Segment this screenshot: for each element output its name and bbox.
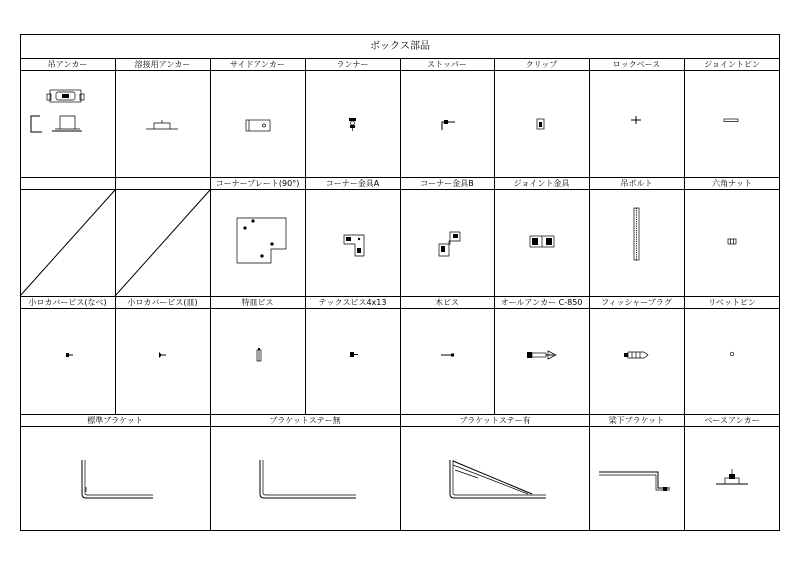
- cell-label: ブラケットステー無: [269, 416, 341, 425]
- tex-screw-icon: [350, 352, 358, 357]
- standard-bracket-icon: [82, 460, 153, 498]
- cell-label: ジョイント金具: [513, 179, 570, 188]
- cell-label: 標準ブラケット: [87, 416, 143, 425]
- fischer-plug-icon: [624, 352, 648, 358]
- base-anchor-icon: [716, 469, 748, 484]
- joint-fitting-icon: [530, 236, 554, 247]
- empty-diagonal-icon: [115, 190, 210, 296]
- cell-label: ランナー: [336, 60, 369, 69]
- hanging-anchor-icon: [31, 90, 84, 132]
- joint-pin-icon: [724, 119, 738, 122]
- rivet-pin-icon: [730, 352, 734, 356]
- cell-label: クリップ: [525, 60, 558, 69]
- special-flat-screw-icon: [257, 348, 261, 361]
- cell-label: オールアンカー C-850: [500, 298, 583, 307]
- cell-label: ジョイントピン: [704, 60, 760, 69]
- cell-label: ベースアンカー: [704, 416, 760, 425]
- clip-icon: [537, 119, 544, 129]
- beam-bracket-icon: [599, 472, 670, 491]
- empty-diagonal-icon: [20, 190, 115, 296]
- corner-fitting-a-icon: [344, 235, 364, 256]
- cell-label: フィッシャープラグ: [601, 298, 672, 307]
- cell-label: 溶接用アンカー: [134, 60, 191, 69]
- cell-label: 特皿ビス: [241, 298, 274, 307]
- cell-label: 六角ナット: [712, 179, 752, 188]
- hex-nut-icon: [728, 239, 736, 244]
- cell-label: ロックベース: [612, 60, 661, 69]
- cell-label: ブラケットステー有: [459, 416, 531, 425]
- cell-label: 小ロカバービス(なべ): [28, 298, 107, 307]
- corner-fitting-b-icon: [439, 232, 460, 256]
- cell-label: 小ロカバービス(皿): [127, 298, 198, 307]
- sheet-title: ボックス部品: [370, 41, 430, 52]
- wood-screw-icon: [441, 354, 454, 357]
- cell-label: ストッパー: [427, 60, 467, 69]
- welding-anchor-icon: [146, 120, 178, 129]
- bracket-with-stay-icon: [450, 460, 546, 498]
- cell-label: 吊アンカー: [47, 60, 88, 69]
- bracket-no-stay-icon: [260, 460, 356, 498]
- lock-base-icon: [631, 116, 641, 124]
- hanging-bolt-icon: [634, 208, 639, 260]
- pan-head-screw-icon: [66, 353, 73, 357]
- cell-label: コーナープレート(90°): [215, 179, 300, 188]
- runner-icon: [349, 118, 356, 131]
- cell-label: テックスビス4x13: [318, 298, 387, 307]
- cell-label: 木ビス: [435, 298, 459, 307]
- flat-head-screw-icon: [159, 352, 166, 358]
- cell-label: 梁下ブラケット: [608, 416, 665, 425]
- cell-label: コーナー金具A: [325, 179, 380, 188]
- cell-label: リベットピン: [708, 298, 756, 307]
- cell-label: 吊ボルト: [620, 179, 653, 188]
- cell-label: サイドアンカー: [230, 60, 285, 69]
- corner-plate-icon: [237, 218, 286, 263]
- cell-label: コーナー金具B: [420, 179, 474, 188]
- all-anchor-icon: [527, 351, 556, 359]
- stopper-icon: [442, 120, 455, 130]
- side-anchor-icon: [246, 120, 270, 131]
